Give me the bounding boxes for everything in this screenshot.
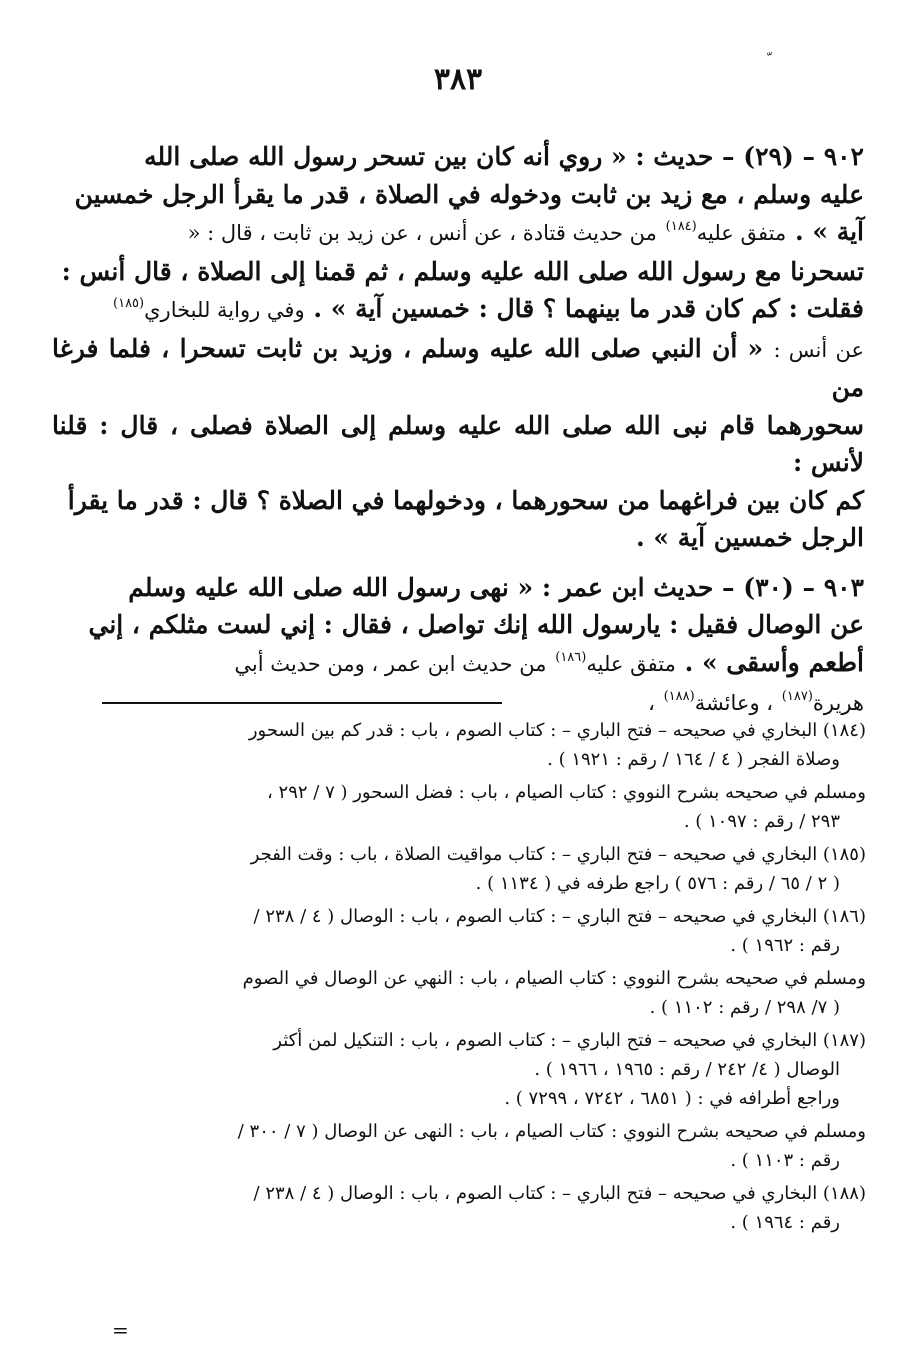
main-text	[52, 138, 864, 735]
footnote-line: (١٨٤) البخاري في صحيحه – فتح الباري – : كتاب الصوم ، باب : قدر كم بين السحور	[248, 720, 866, 741]
footnote-line: ومسلم في صحيحه بشرح النووي : كتاب الصيام ، باب : فضل السحور ( ٧ / ٢٩٢ ،	[267, 782, 866, 803]
continuation-mark: =	[112, 1318, 129, 1342]
hadith-902-line-3-plain-b: من حديث قتادة ، عن أنس ، عن زيد بن ثابت ، قال : «	[187, 221, 657, 245]
hadith-902-line-5-plain: وفي رواية للبخاري	[144, 298, 305, 322]
footnote	[50, 778, 866, 836]
hadith-903	[52, 569, 864, 723]
hadith-903-line-4-a: هريرة	[812, 691, 864, 715]
hadith-903-line-3-bold: أطعم وأسقى » .	[684, 647, 864, 677]
hadith-902-line-6-bold: « أن النبي صلى الله عليه وسلم ، وزيد بن ثابت تسحرا ، فلما فرغا من	[52, 333, 864, 402]
hadith-902-line-6	[52, 330, 864, 407]
hadith-902-line-6-plain: عن أنس :	[773, 337, 864, 362]
hadith-903-line-3-plain-a: متفق عليه	[586, 651, 676, 676]
hadith-902-line-2: عليه وسلم ، مع زيد بن ثابت ودخوله في الصلاة ، قدر ما يقرأ الرجل خمسين	[74, 179, 864, 209]
footnote-line: رقم : ١١٠٣ ) .	[730, 1150, 840, 1171]
footnote-line: (١٨٥) البخاري في صحيحه – فتح الباري – : كتاب مواقيت الصلاة ، باب : وقت الفجر	[250, 844, 866, 865]
footnote-line: رقم : ١٩٦٢ ) .	[730, 935, 840, 956]
footnote-separator	[102, 702, 502, 704]
footnote-line: الوصال ( ٤/ ٢٤٢ / رقم : ١٩٦٥ ، ١٩٦٦ ) .	[534, 1059, 840, 1080]
footnote-line: (١٨٧) البخاري في صحيحه – فتح الباري – : كتاب الصوم ، باب : التنكيل لمن أكثر	[273, 1030, 866, 1051]
hadith-902	[52, 138, 864, 557]
hadith-902-line-7: سحورهما قام نبى الله صلى الله عليه وسلم إلى الصلاة فصلى ، قال : قلنا لأنس :	[52, 410, 864, 477]
footnote-line: ( ٢ / ٦٥ / رقم : ٥٧٦ ) راجع طرفه في ( ١١٣٤ ) .	[475, 873, 840, 894]
footnote-line: ٢٩٣ / رقم : ١٠٩٧ ) .	[683, 811, 840, 832]
hadith-902-line-8: كم كان بين فراغهما من سحورهما ، ودخولهما في الصلاة ؟ قال : قدر ما يقرأ	[67, 485, 864, 515]
hadith-903-line-4-b: ، وعائشة	[694, 691, 774, 715]
footnote-ref-187: (١٨٧)	[781, 689, 813, 704]
footnote	[50, 716, 866, 774]
footnote-ref-186: (١٨٦)	[555, 649, 587, 665]
footnote-line: (١٨٨) البخاري في صحيحه – فتح الباري – : كتاب الصوم ، باب : الوصال ( ٤ / ٢٣٨ /	[253, 1183, 866, 1204]
hadith-903-line-4-c: ،	[648, 691, 655, 715]
hadith-903-line-1: ٩٠٣ – (٣٠) – حديث ابن عمر : « نهى رسول الله صلى الله عليه وسلم	[128, 572, 864, 602]
hadith-902-line-3	[52, 213, 864, 253]
footnote-line: ومسلم في صحيحه بشرح النووي : كتاب الصيام ، باب : النهي عن الوصال في الصوم	[242, 968, 866, 989]
hadith-903-line-3	[52, 644, 864, 684]
hadith-902-line-9: الرجل خمسين آية » .	[636, 523, 864, 552]
hadith-902-line-3-plain-a: متفق عليه	[696, 221, 787, 245]
hadith-903-line-3-plain-b: من حديث ابن عمر ، ومن حديث أبي	[234, 651, 547, 676]
footnote	[50, 1179, 866, 1237]
footnote-line: ومسلم في صحيحه بشرح النووي : كتاب الصيام ، باب : النهى عن الوصال ( ٧ / ٣٠٠ /	[237, 1121, 866, 1142]
hadith-903-line-2: عن الوصال فقيل : يارسول الله إنك تواصل ، فقال : إني لست مثلكم ، إني	[88, 610, 864, 639]
hadith-902-line-5-bold: فقلت : كم كان قدر ما بينهما ؟ قال : خمسين آية » .	[313, 294, 864, 323]
footnote	[50, 1117, 866, 1175]
footnote-line: (١٨٦) البخاري في صحيحه – فتح الباري – : كتاب الصوم ، باب : الوصال ( ٤ / ٢٣٨ /	[253, 906, 866, 927]
footnote-line: رقم : ١٩٦٤ ) .	[730, 1212, 840, 1233]
footnote-line: ( ٧/ ٢٩٨ / رقم : ١١٠٢ ) .	[649, 997, 840, 1018]
footnote-ref-185: (١٨٥)	[113, 296, 145, 311]
footnote	[50, 840, 866, 898]
footnote-line: وراجع أطرافه في : ( ٦٨٥١ ، ٧٢٤٢ ، ٧٢٩٩ ) .	[504, 1088, 840, 1109]
hadith-902-line-3-bold: آية » .	[794, 217, 864, 246]
footnote-ref-188: (١٨٨)	[663, 689, 695, 704]
footnote	[50, 1026, 866, 1113]
footnote-ref-184: (١٨٤)	[665, 219, 697, 234]
footnote	[50, 902, 866, 960]
hadith-902-line-1: ٩٠٢ – (٢٩) – حديث : « روي أنه كان بين تسحر رسول الله صلى الله	[144, 142, 864, 171]
hadith-902-line-4: تسحرنا مع رسول الله صلى الله عليه وسلم ، ثم قمنا إلى الصلاة ، قال أنس :	[61, 256, 864, 286]
page-number: ٣٨٣	[433, 62, 483, 97]
footnote	[50, 964, 866, 1022]
footnotes	[50, 716, 866, 1241]
hadith-902-line-5	[52, 290, 864, 330]
footnote-line: وصلاة الفجر ( ٤ / ١٦٤ / رقم : ١٩٢١ ) .	[547, 749, 840, 770]
